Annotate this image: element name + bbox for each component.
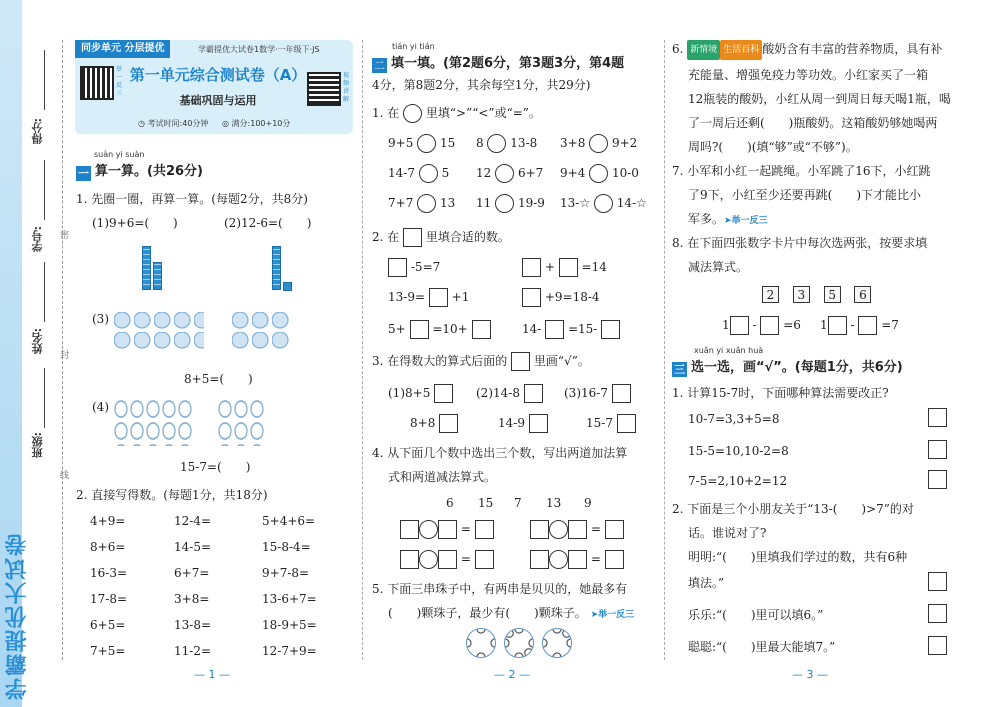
column-divider (664, 40, 665, 660)
calc-item: 3+8= (174, 592, 210, 606)
compare-circle[interactable] (495, 164, 514, 183)
calc-item: 17-8= (90, 592, 128, 606)
fill-box[interactable] (472, 320, 491, 339)
section-1-pinyin: suàn yi suàn (94, 150, 145, 159)
question-3-2-line: 话。谁说对了? (688, 526, 767, 540)
bead-string (542, 628, 572, 658)
choice-option: 明明:“( )里填我们学过的数，共有6种 (688, 550, 908, 564)
fill-equation: 13-9= +1 (388, 288, 469, 307)
egg-group-five (218, 400, 266, 446)
equation-template: = (400, 520, 494, 539)
life-encyclopedia-tag: 生活百科 (720, 40, 762, 60)
check-item: 8+8 (410, 414, 458, 433)
question-2-6-line: 充能量、增强免疫力等功效。小红家买了一箱 (688, 68, 929, 82)
choice-option: 15-5=10,10-2=8 (688, 444, 789, 458)
fill-equation: -5=7 (388, 258, 440, 277)
check-box[interactable] (617, 414, 636, 433)
calc-item: 18-9+5= (262, 618, 317, 632)
class-label: 班级: (31, 432, 44, 459)
page-number: — 3 — (792, 668, 828, 681)
seal-mark-feng: 封 (60, 351, 70, 361)
compare-circle[interactable] (594, 194, 613, 213)
score-label: 得分: (31, 118, 44, 145)
fill-box[interactable] (410, 320, 429, 339)
answer-box[interactable] (928, 636, 947, 655)
compare-circle[interactable] (495, 194, 514, 213)
question-3-1: 1. 计算15-7时，下面哪种算法需要改正? (672, 386, 889, 400)
name-label: 姓名: (31, 328, 44, 355)
fill-box[interactable] (559, 258, 578, 277)
digit-card: 5 (824, 286, 841, 303)
question-2-5-cont: ( )颗珠子，最少有( )颗珠子。 ➤举一反三 (388, 606, 635, 620)
section-3-pinyin: xuǎn yi xuǎn huà (694, 346, 764, 355)
section-2-pinyin: tián yi tián (392, 42, 435, 51)
ten-rod-block (272, 246, 281, 290)
question-2-6: 6. 新情境 生活百科 酸奶含有丰富的营养物质，具有补 (672, 40, 942, 60)
series-label: 学霸提优大试卷1数学·一年级下·JS (198, 45, 320, 54)
compare-circle[interactable] (589, 164, 608, 183)
calc-item: 5+4+6= (262, 514, 316, 528)
calc-item: 12-4= (174, 514, 212, 528)
page-subtitle: 基础巩固与运用 (179, 94, 257, 107)
fill-box[interactable] (400, 520, 419, 539)
check-box[interactable] (612, 384, 631, 403)
compare-item: 14-7 5 (388, 164, 449, 183)
compare-item: 8 13-8 (476, 134, 537, 153)
choice-option: 10-7=3,3+5=8 (688, 412, 780, 426)
new-context-tag: 新情境 (687, 40, 720, 60)
digit-card: 2 (762, 286, 779, 303)
calc-item: 7+5= (90, 644, 126, 658)
page-number: — 2 — (494, 668, 530, 681)
student-id-label: 学号: (31, 226, 44, 253)
digit-card: 6 (854, 286, 871, 303)
number-choice: 7 (514, 496, 522, 510)
equation-template: = (400, 550, 494, 569)
fill-box[interactable] (568, 550, 587, 569)
compare-item: 9+4 10-0 (560, 164, 639, 183)
question-2-5: 5. 下面三串珠子中，有两串是贝贝的，她最多有 (372, 582, 628, 596)
fill-box[interactable] (828, 316, 847, 335)
calc-item: 6+5= (90, 618, 126, 632)
check-item: (1)8+5 (388, 384, 453, 403)
seal-mark-xian: 线 (60, 471, 70, 481)
choice-option: 乐乐:“( )里可以填6。” (688, 608, 824, 622)
number-choice: 6 (446, 496, 454, 510)
choice-option-cont: 填法。” (688, 576, 725, 590)
question-2-7-line: 军多。➤举一反三 (688, 212, 768, 226)
fill-box[interactable] (400, 550, 419, 569)
subtraction-template: 1 - =6 (722, 316, 801, 335)
ten-rod-block (142, 246, 151, 290)
compare-item: 7+7 13 (388, 194, 455, 213)
calc-item: 15-8-4= (262, 540, 311, 554)
fill-equation: 14- =15- (522, 320, 620, 339)
unit-cubes (153, 262, 162, 290)
fill-box[interactable] (605, 520, 624, 539)
qr-left-label: 举一反三 (116, 66, 123, 97)
section-2-heading: 二 填一填。(第2题6分，第3题3分，第4题 (374, 56, 625, 72)
unit-tab: 同步单元 分层提优 (75, 40, 170, 58)
egg-group-ten (114, 400, 194, 446)
answer-box[interactable] (928, 470, 947, 489)
question-2-6-line: 周吗?( )(填“够”或“不够”)。 (688, 140, 858, 154)
compare-circle[interactable] (417, 134, 436, 153)
name-line (44, 262, 45, 322)
digit-card: 3 (793, 286, 810, 303)
question-2-7-line: 了9下，小红至少还要再跳( )下才能比小 (688, 188, 921, 202)
question-1-2: 2. 直接写得数。(每题1分，共18分) (76, 488, 268, 502)
section-1-heading: 一 算一算。(共26分) (78, 164, 203, 180)
calc-item: 13-6+7= (262, 592, 317, 606)
question-1-1-4: (4) (92, 400, 109, 414)
question-2-6-line: 了一周后还剩( )瓶酸奶。这箱酸奶够她喝两 (688, 116, 938, 130)
calc-item: 4+9= (90, 514, 126, 528)
check-item: (2)14-8 (476, 384, 543, 403)
operator-circle[interactable] (419, 550, 438, 569)
page-title: 第一单元综合测试卷（A） (129, 66, 307, 84)
answer-box[interactable] (928, 440, 947, 459)
question-1-1-1: (1)9+6=( ) (92, 216, 178, 230)
section-3-heading: 三 选一选，画“√”。(每题1分，共6分) (674, 360, 903, 376)
section-2-heading-cont: 4分，第8题2分，其余每空1分，共29分) (372, 78, 591, 92)
compare-grid (388, 134, 658, 224)
binding-strip (0, 0, 58, 707)
ball-group-eight (114, 312, 204, 352)
page-number: — 1 — (194, 668, 230, 681)
fill-box[interactable] (475, 520, 494, 539)
exam-time: ◷ 考试时间:40分钟 (138, 119, 209, 128)
compare-item: 9+5 15 (388, 134, 455, 153)
compare-item: 3+8 9+2 (560, 134, 637, 153)
operator-circle[interactable] (419, 520, 438, 539)
question-1-1-2: (2)12-6=( ) (224, 216, 312, 230)
compare-circle[interactable] (589, 134, 608, 153)
full-score: ◎ 满分:100+10分 (222, 119, 291, 128)
fill-box[interactable] (568, 520, 587, 539)
qr-code-left (80, 66, 114, 100)
question-2-8: 8. 在下面四张数字卡片中每次选两张，按要求填 (672, 236, 928, 250)
question-2-8-line: 减法算式。 (688, 260, 749, 274)
calc-item: 6+7= (174, 566, 210, 580)
question-2-2: 2. 在 里填合适的数。 (372, 228, 510, 247)
calc-item: 14-5= (174, 540, 212, 554)
equation-template: = (530, 550, 624, 569)
choice-option: 聪聪:“( )里最大能填7。” (688, 640, 836, 654)
digit-cards (762, 286, 871, 304)
fill-box[interactable] (388, 258, 407, 277)
ball-group-five (232, 312, 292, 352)
qr-code-right (307, 72, 341, 106)
score-line (44, 50, 45, 110)
check-box (511, 352, 530, 371)
brand-logo-text: 学霸提优大试卷 (5, 532, 30, 700)
check-box[interactable] (529, 414, 548, 433)
calc-item: 11-2= (174, 644, 212, 658)
answer-box[interactable] (928, 572, 947, 591)
fill-box[interactable] (545, 320, 564, 339)
qr-right-label: 视频讲解 (343, 72, 350, 103)
question-1-1-3: (3) (92, 312, 109, 326)
operator-circle[interactable] (549, 520, 568, 539)
fill-box[interactable] (530, 520, 549, 539)
choice-option: 7-5=2,10+2=12 (688, 474, 788, 488)
question-2-1: 1. 在 里填“>”“<”或“=”。 (372, 104, 541, 123)
question-2-4-cont: 式和两道减法算式。 (388, 470, 497, 484)
column-divider (362, 40, 363, 660)
number-choice: 13 (546, 496, 562, 510)
check-item: (3)16-7 (564, 384, 631, 403)
answer-box[interactable] (928, 604, 947, 623)
compare-item: 12 6+7 (476, 164, 543, 183)
number-choice: 9 (584, 496, 592, 510)
question-2-3: 3. 在得数大的算式后面的 里画“√”。 (372, 352, 590, 371)
fill-box[interactable] (475, 550, 494, 569)
calc-item: 8+6= (90, 540, 126, 554)
class-line (44, 368, 45, 428)
compare-circle[interactable] (417, 194, 436, 213)
question-2-6-line: 12瓶装的酸奶，小红从周一到周日每天喝1瓶，喝 (688, 92, 951, 106)
question-1-1: 1. 先圈一圈，再算一算。(每题2分，共8分) (76, 192, 308, 206)
fill-box[interactable] (858, 316, 877, 335)
calc-item: 16-3= (90, 566, 128, 580)
calc-item: 13-8= (174, 618, 212, 632)
question-3-2: 2. 下面是三个小朋友关于“13-( )>7”的对 (672, 502, 914, 516)
fill-equation: +9=18-4 (522, 288, 600, 307)
student-id-line (44, 160, 45, 220)
fill-box[interactable] (730, 316, 749, 335)
check-item: 15-7 (586, 414, 636, 433)
fill-box[interactable] (522, 258, 541, 277)
fill-equation: + =14 (522, 258, 607, 277)
compare-item: 11 19-9 (476, 194, 545, 213)
fill-box[interactable] (429, 288, 448, 307)
fill-box[interactable] (438, 520, 457, 539)
fill-box[interactable] (438, 550, 457, 569)
calc-item: 9+7-8= (262, 566, 310, 580)
operator-circle[interactable] (549, 550, 568, 569)
fill-box[interactable] (530, 550, 549, 569)
equation-template: = (530, 520, 624, 539)
fill-box[interactable] (601, 320, 620, 339)
calc-item: 12-7+9= (262, 644, 317, 658)
fill-equation: 5+ =10+ (388, 320, 491, 339)
check-item: 14-9 (498, 414, 548, 433)
bead-string (466, 628, 496, 658)
question-1-1-4-equation: 15-7=( ) (180, 460, 251, 474)
unit-cube (283, 282, 292, 291)
compare-circle[interactable] (419, 164, 438, 183)
number-choice: 15 (478, 496, 494, 510)
bead-string (504, 628, 534, 658)
fill-box[interactable] (605, 550, 624, 569)
question-1-1-3-equation: 8+5=( ) (184, 372, 253, 386)
fill-box[interactable] (760, 316, 779, 335)
compare-item: 13-☆ 14-☆ (560, 194, 647, 213)
check-box[interactable] (434, 384, 453, 403)
question-2-7: 7. 小军和小红一起跳绳。小军跳了16下，小红跳 (672, 164, 931, 178)
question-2-4: 4. 从下面几个数中选出三个数，写出两道加法算 (372, 446, 628, 460)
compare-circle[interactable] (487, 134, 506, 153)
fill-box (403, 228, 422, 247)
fill-box[interactable] (522, 288, 541, 307)
check-box[interactable] (439, 414, 458, 433)
seal-mark-mi: 密 (60, 231, 70, 241)
subtraction-template: 1 - =7 (820, 316, 899, 335)
check-box[interactable] (524, 384, 543, 403)
answer-box[interactable] (928, 408, 947, 427)
compare-circle (403, 104, 422, 123)
